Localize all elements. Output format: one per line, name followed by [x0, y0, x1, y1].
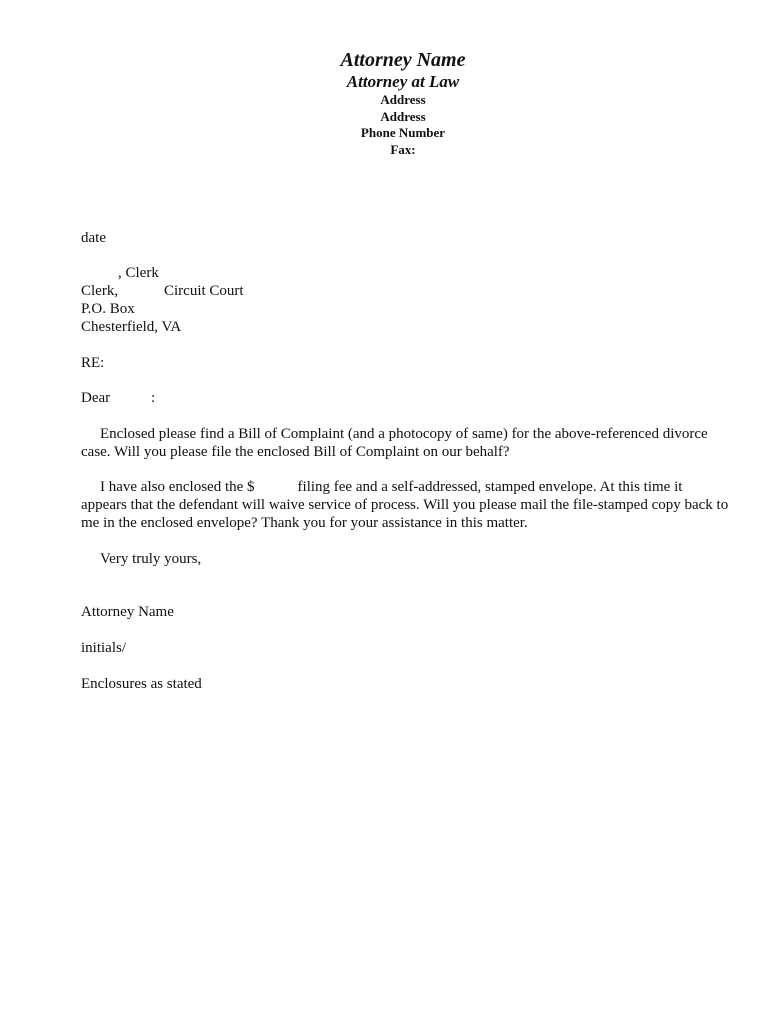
- signature-name: Attorney Name: [81, 604, 174, 620]
- recipient-line-4: Chesterfield, VA: [81, 319, 182, 335]
- salutation-colon: :: [151, 390, 156, 406]
- letter-date: date: [81, 230, 106, 246]
- letterhead: [300, 48, 506, 158]
- recipient-line-2-clerk: Clerk,: [81, 283, 119, 299]
- paragraph-2: [81, 478, 731, 532]
- re-line: RE:: [81, 355, 105, 371]
- recipient-line-2-court: Circuit Court: [164, 283, 244, 299]
- closing: Very truly yours,: [100, 551, 202, 567]
- salutation-dear: Dear: [81, 390, 111, 406]
- address-line-1: Address: [380, 92, 426, 107]
- address-line-2: Address: [380, 108, 426, 124]
- paragraph-1: [81, 425, 731, 461]
- paragraph-2-text-end: filing fee and a self-addressed, stamped envelope. At this time it appears that the defendant will waive service of process. Will you please mail the file-stamped copy back to me in the enclosed envelope? Thank you for your assistance in this matter.: [81, 479, 729, 531]
- enclosures-note: Enclosures as stated: [81, 676, 202, 692]
- fax-number: Fax:: [390, 141, 416, 157]
- recipient-line-3: P.O. Box: [81, 301, 135, 317]
- recipient-line-1: , Clerk: [118, 265, 159, 281]
- paragraph-2-text-start: I have also enclosed the $: [100, 479, 255, 495]
- paragraph-1-text: Enclosed please find a Bill of Complaint (and a photocopy of same) for the above-referenced divorce case. Will you please file the enclosed Bill of Complaint on our behalf?: [81, 426, 708, 460]
- phone-number: Phone Number: [360, 125, 446, 140]
- initials: initials/: [81, 640, 126, 656]
- attorney-title: Attorney at Law: [346, 72, 460, 91]
- attorney-name-heading: Attorney Name: [340, 49, 466, 71]
